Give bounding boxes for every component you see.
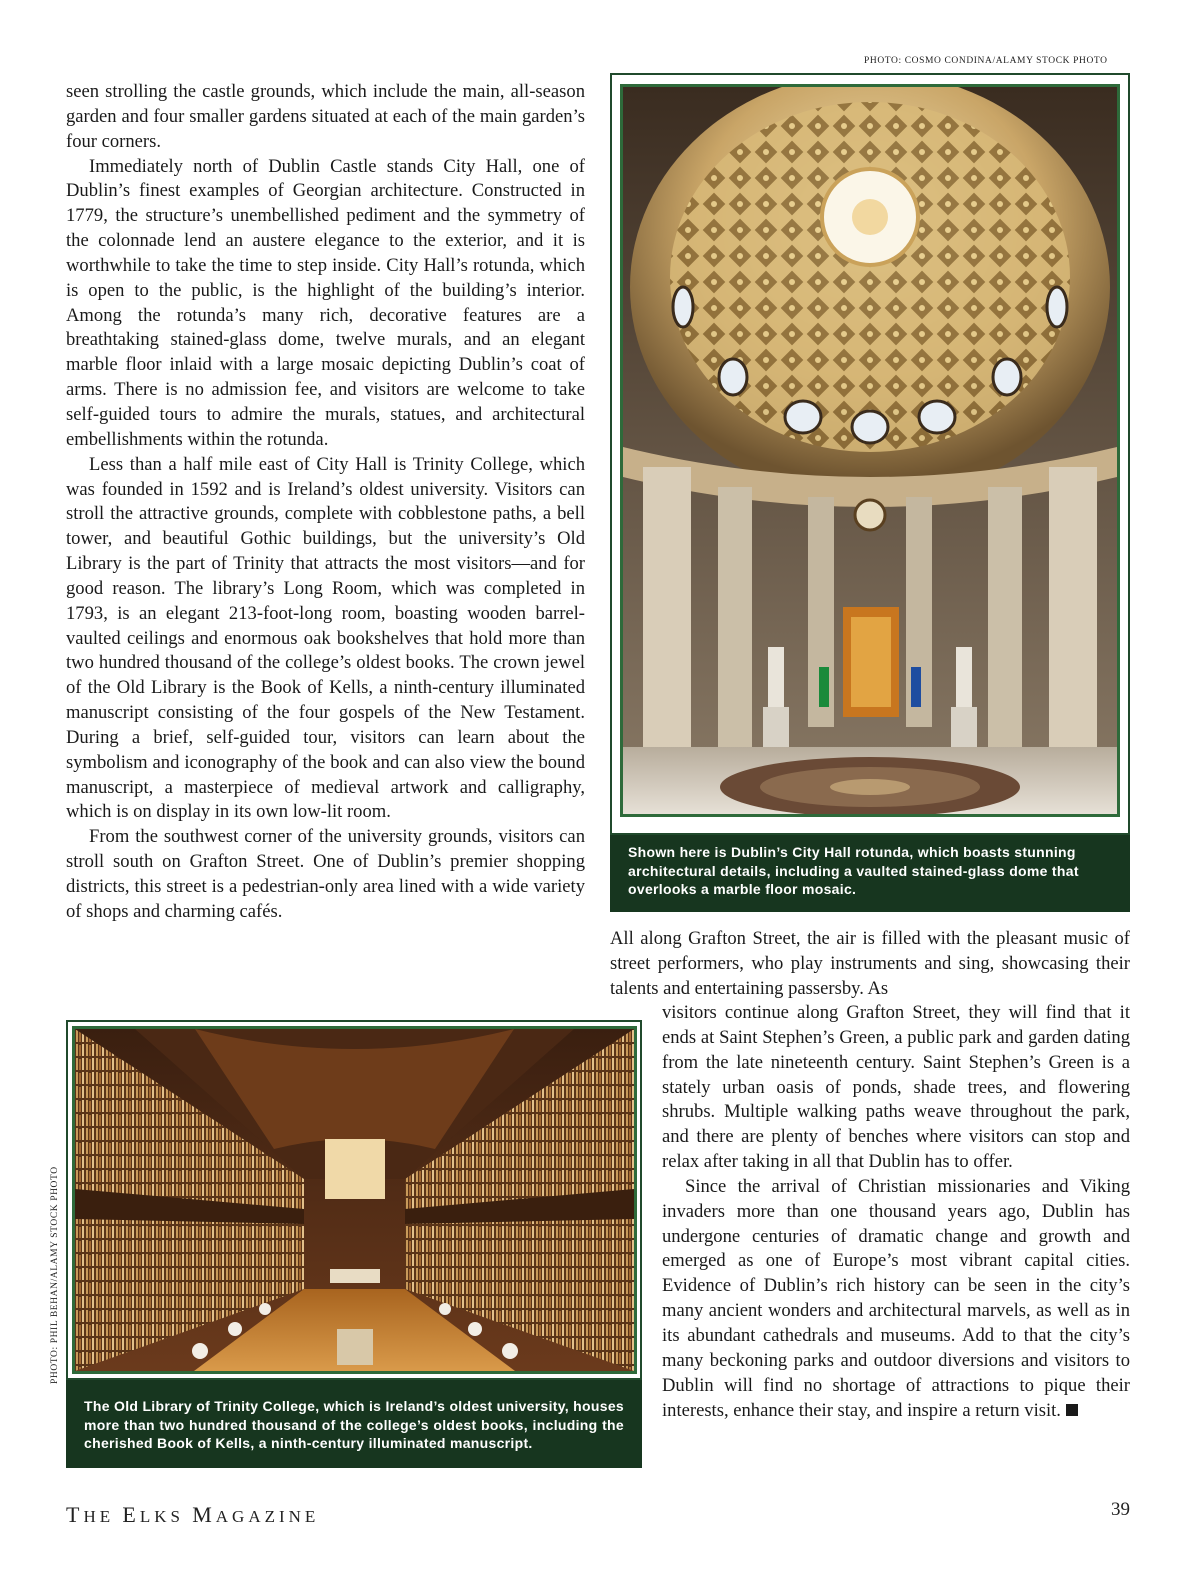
article-paragraph: Immediately north of Dublin Castle stands City Hall, one of Dublin’s finest examples of Georgian architecture. Constructed in 1779, the structure’s unembellished pediment and the symmetry of the colonnade lend an austere elegance to the exterior, and it is worthwhile to take the time to step inside. City Hall’s rotunda, which is open to the public, is the highlight of the building’s interior. Among the rotunda’s many rich, decorative features are a breathtaking stained-glass dome, twelve murals, and an elegant marble floor inlaid with a large mosaic depicting Dublin’s coat of arms. There is no admission fee, and visitors are welcome to take self-guided tours to admire the murals, statues, and architectural embellishments within the rotunda. [66, 155, 585, 450]
magazine-title-text: LKS [139, 1507, 193, 1526]
article-column-right-top [610, 927, 1130, 1002]
photo-credit-side: PHOTO: PHIL BEHAN/ALAMY STOCK PHOTO [50, 1166, 60, 1384]
article-paragraph: From the southwest corner of the university grounds, visitors can stroll south on Grafton Street. One of Dublin’s premier shopping districts, this street is a pedestrian-only area lined with a wide variety of shops and charming cafés. [66, 826, 585, 922]
article-paragraph-text: Since the arrival of Christian missionaries and Viking invaders more than one thousand years ago, Dublin has undergone centuries of dramatic change and growth and emerged as one of Europe’s most vibrant capital cities. Evidence of Dublin’s rich history can be seen in the city’s many ancient wonders and architectural marvels, as well as in its abundant cathedrals and museums. Add to that the city’s many beckoning parks and outdoor diversions and visitors to Dublin will find no shortage of attractions to pique their interests, enhance their stay, and inspire a return visit. [662, 1175, 1130, 1421]
article-paragraph: seen strolling the castle grounds, which include the main, all-season garden and four smaller gardens situated at each of the main garden’s four corners. [66, 81, 585, 152]
magazine-title [66, 1502, 319, 1528]
end-of-article-mark [1066, 1404, 1078, 1416]
library-photo-caption: The Old Library of Trinity College, which is Ireland’s oldest university, houses more than two hundred thousand of the college’s oldest books, including the cherished Book of Kells, a ninth-century illuminated manuscript. [66, 1380, 642, 1468]
article-column-left [66, 80, 585, 925]
magazine-title-text: HE [83, 1507, 123, 1526]
article-paragraph: All along Grafton Street, the air is filled with the pleasant music of street performers, who play instruments and sing, showcasing their talents and entertaining passersby. As [610, 928, 1130, 999]
rotunda-photo-caption: Shown here is Dublin’s City Hall rotunda, which boasts stunning architectural details, including a vaulted stained-glass dome that overlooks a marble floor mosaic. [610, 835, 1130, 912]
page-number: 39 [1111, 1499, 1130, 1520]
old-library-long-room-photo [72, 1026, 637, 1374]
magazine-title-initial: E [122, 1502, 140, 1527]
magazine-title-text: AGAZINE [215, 1507, 320, 1526]
article-paragraph: visitors continue along Grafton Street, they will find that it ends at Saint Stephen’s Green, a public park and garden dating from the late nineteenth century. Saint Stephen’s Green is a stately urban oasis of ponds, shade trees, and flowering shrubs. Multiple walking paths weave throughout the park, and there are plenty of benches where visitors can stop and relax after taking in all that Dublin has to offer. [662, 1002, 1130, 1173]
photo-credit-top: PHOTO: COSMO CONDINA/ALAMY STOCK PHOTO [864, 56, 1108, 66]
article-column-right-bottom [662, 1001, 1130, 1423]
city-hall-rotunda-photo [620, 84, 1120, 817]
magazine-title-initial: T [66, 1502, 84, 1527]
magazine-title-initial: M [192, 1502, 216, 1527]
article-paragraph [662, 1175, 1130, 1423]
article-paragraph: Less than a half mile east of City Hall is Trinity College, which was founded in 1592 and is Ireland’s oldest university. Visitors can stroll the attractive grounds, complete with cobblestone paths, a bell tower, and beautiful Gothic buildings, but the university’s Old Library is the part of Trinity that attracts the most visitors—and for good reason. The library’s Long Room, which was completed in 1793, is an elegant 213-foot-long room, boasting wooden barrel-vaulted ceilings and enormous oak bookshelves that hold more than two hundred thousand of the college’s oldest books. The crown jewel of the Old Library is the Book of Kells, a ninth-century illuminated manuscript consisting of the four gospels of the New Testament. During a brief, self-guided tour, visitors can learn about the symbolism and iconography of the book and can also view the bound manuscript, a masterpiece of medieval artwork and calligraphy, which is on display in its own low-lit room. [66, 453, 585, 823]
